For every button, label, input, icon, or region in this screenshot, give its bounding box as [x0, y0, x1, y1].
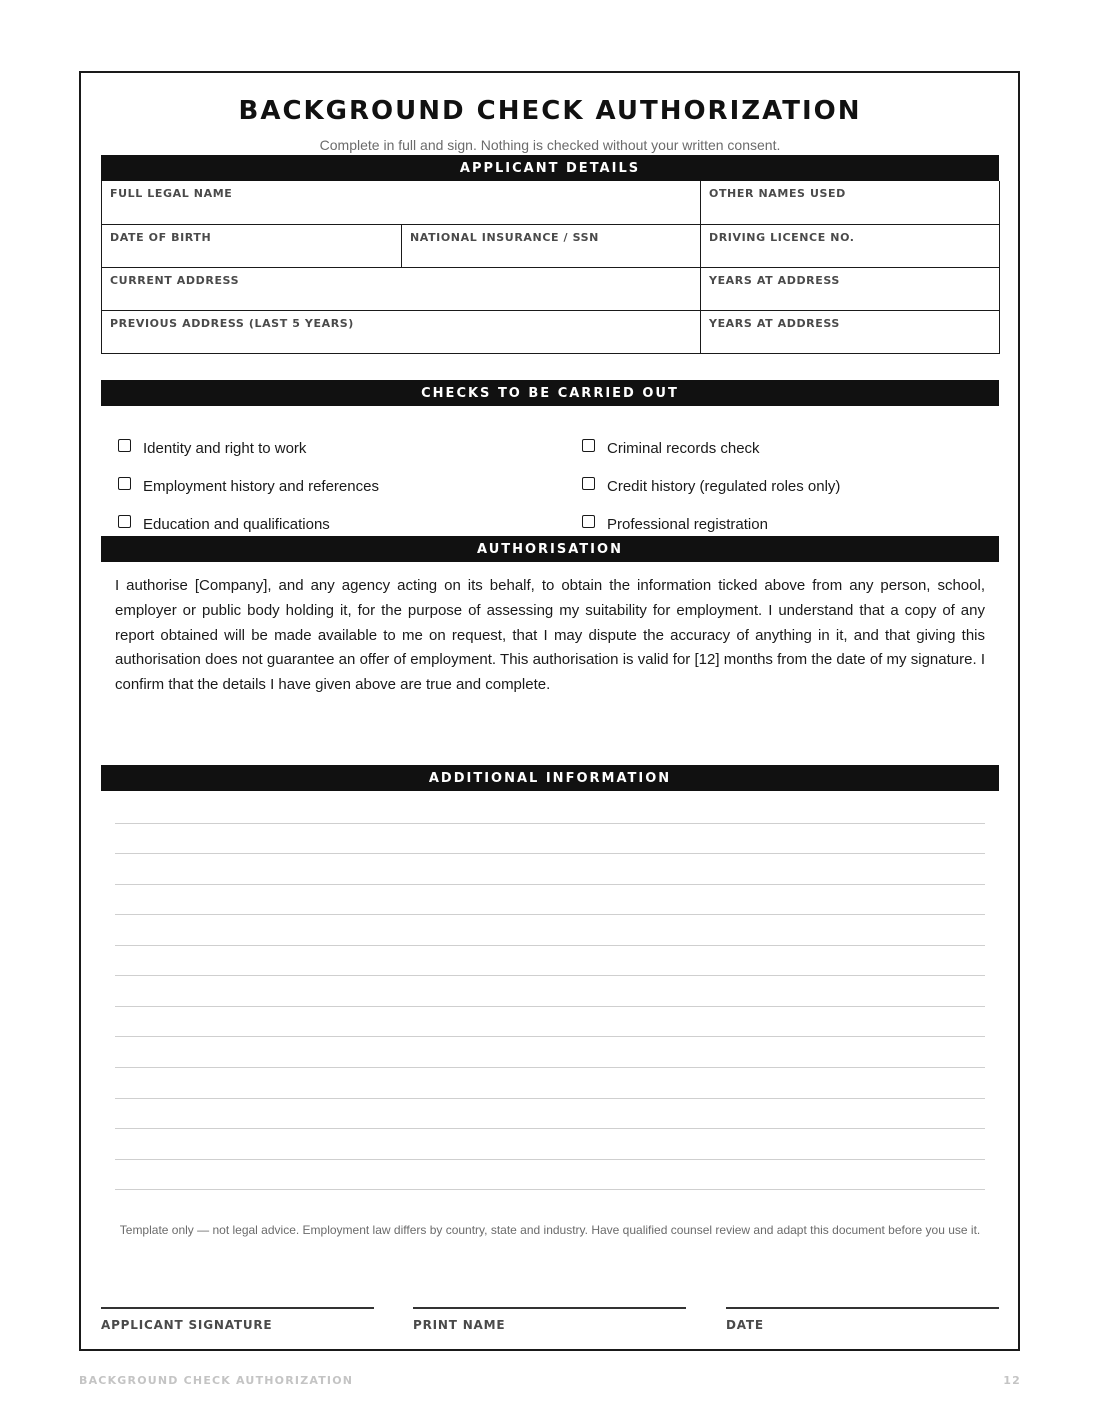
writing-line[interactable] [115, 1159, 985, 1160]
checkbox-icon[interactable] [118, 477, 131, 490]
national-insurance-label: NATIONAL INSURANCE / SSN [410, 231, 599, 244]
section-header-checks: CHECKS TO BE CARRIED OUT [101, 380, 999, 406]
legal-disclaimer: Template only — not legal advice. Employment law differs by country, state and industry. Have qualified counsel review and adapt this document before you use it. [119, 1223, 981, 1237]
check-education-qualifications[interactable] [118, 513, 330, 535]
driving-licence-label: DRIVING LICENCE NO. [709, 231, 855, 244]
check-label: Employment history and references [143, 477, 379, 495]
date-line[interactable] [726, 1307, 999, 1309]
full-legal-name-label: FULL LEGAL NAME [110, 187, 233, 200]
writing-line[interactable] [115, 1098, 985, 1099]
footer-document-name: BACKGROUND CHECK AUTHORIZATION [79, 1374, 354, 1387]
checkbox-icon[interactable] [118, 439, 131, 452]
driving-licence-field[interactable] [701, 225, 1000, 268]
writing-line[interactable] [115, 1006, 985, 1007]
current-address-label: CURRENT ADDRESS [110, 274, 240, 287]
authorisation-paragraph: I authorise [Company], and any agency acting on its behalf, to obtain the information ticked above from any person, school, employer or public body holding it, for the purpose of assessing my suitability for employment. I understand that a copy of any report obtained will be made available to me on request, that I may dispute the accuracy of anything in it, and that giving this authorisation does not guarantee an offer of employment. This authorisation is valid for [12] months from the date of my signature. I confirm that the details I have given above are true and complete. [115, 577, 985, 694]
checkbox-icon[interactable] [582, 477, 595, 490]
document-title: BACKGROUND CHECK AUTHORIZATION [238, 96, 862, 126]
checkbox-icon[interactable] [582, 515, 595, 528]
date-label: DATE [726, 1318, 764, 1332]
date-of-birth-label: DATE OF BIRTH [110, 231, 212, 244]
check-identity-right-to-work[interactable] [118, 437, 306, 459]
writing-line[interactable] [115, 823, 985, 824]
check-credit-history[interactable] [582, 475, 840, 497]
checkbox-icon[interactable] [582, 439, 595, 452]
writing-line[interactable] [115, 853, 985, 854]
check-label: Education and qualifications [143, 515, 330, 533]
writing-line[interactable] [115, 975, 985, 976]
section-header-authorisation: AUTHORISATION [101, 536, 999, 562]
check-label: Professional registration [607, 515, 768, 533]
check-label: Credit history (regulated roles only) [607, 477, 841, 495]
writing-line[interactable] [115, 1067, 985, 1068]
applicant-signature-label: APPLICANT SIGNATURE [101, 1318, 273, 1332]
footer-page-number: 12 [1003, 1374, 1021, 1387]
check-employment-history[interactable] [118, 475, 379, 497]
print-name-line[interactable] [413, 1307, 686, 1309]
years-at-previous-address-label: YEARS AT ADDRESS [709, 317, 840, 330]
years-at-current-address-label: YEARS AT ADDRESS [709, 274, 840, 287]
date-of-birth-field[interactable] [102, 225, 402, 268]
writing-line[interactable] [115, 914, 985, 915]
current-address-field[interactable] [102, 268, 701, 311]
other-names-label: OTHER NAMES USED [709, 187, 846, 200]
years-at-current-address-field[interactable] [701, 268, 1000, 311]
writing-line[interactable] [115, 1128, 985, 1129]
print-name-label: PRINT NAME [413, 1318, 506, 1332]
years-at-previous-address-field[interactable] [701, 311, 1000, 353]
applicant-details-grid [101, 181, 1000, 354]
writing-line[interactable] [115, 884, 985, 885]
writing-line[interactable] [115, 945, 985, 946]
section-header-additional-information: ADDITIONAL INFORMATION [101, 765, 999, 791]
check-label: Criminal records check [607, 439, 760, 457]
applicant-signature-line[interactable] [101, 1307, 374, 1309]
other-names-field[interactable] [701, 181, 1000, 225]
section-header-applicant-details: APPLICANT DETAILS [101, 155, 999, 181]
writing-line[interactable] [115, 1036, 985, 1037]
full-legal-name-field[interactable] [102, 181, 701, 225]
check-professional-registration[interactable] [582, 513, 768, 535]
document-subtitle: Complete in full and sign. Nothing is checked without your written consent. [319, 137, 781, 153]
writing-line[interactable] [115, 1189, 985, 1190]
checkbox-icon[interactable] [118, 515, 131, 528]
previous-address-label: PREVIOUS ADDRESS (LAST 5 YEARS) [110, 317, 354, 330]
previous-address-field[interactable] [102, 311, 701, 353]
check-criminal-records[interactable] [582, 437, 760, 459]
national-insurance-field[interactable] [402, 225, 701, 268]
check-label: Identity and right to work [143, 439, 307, 457]
